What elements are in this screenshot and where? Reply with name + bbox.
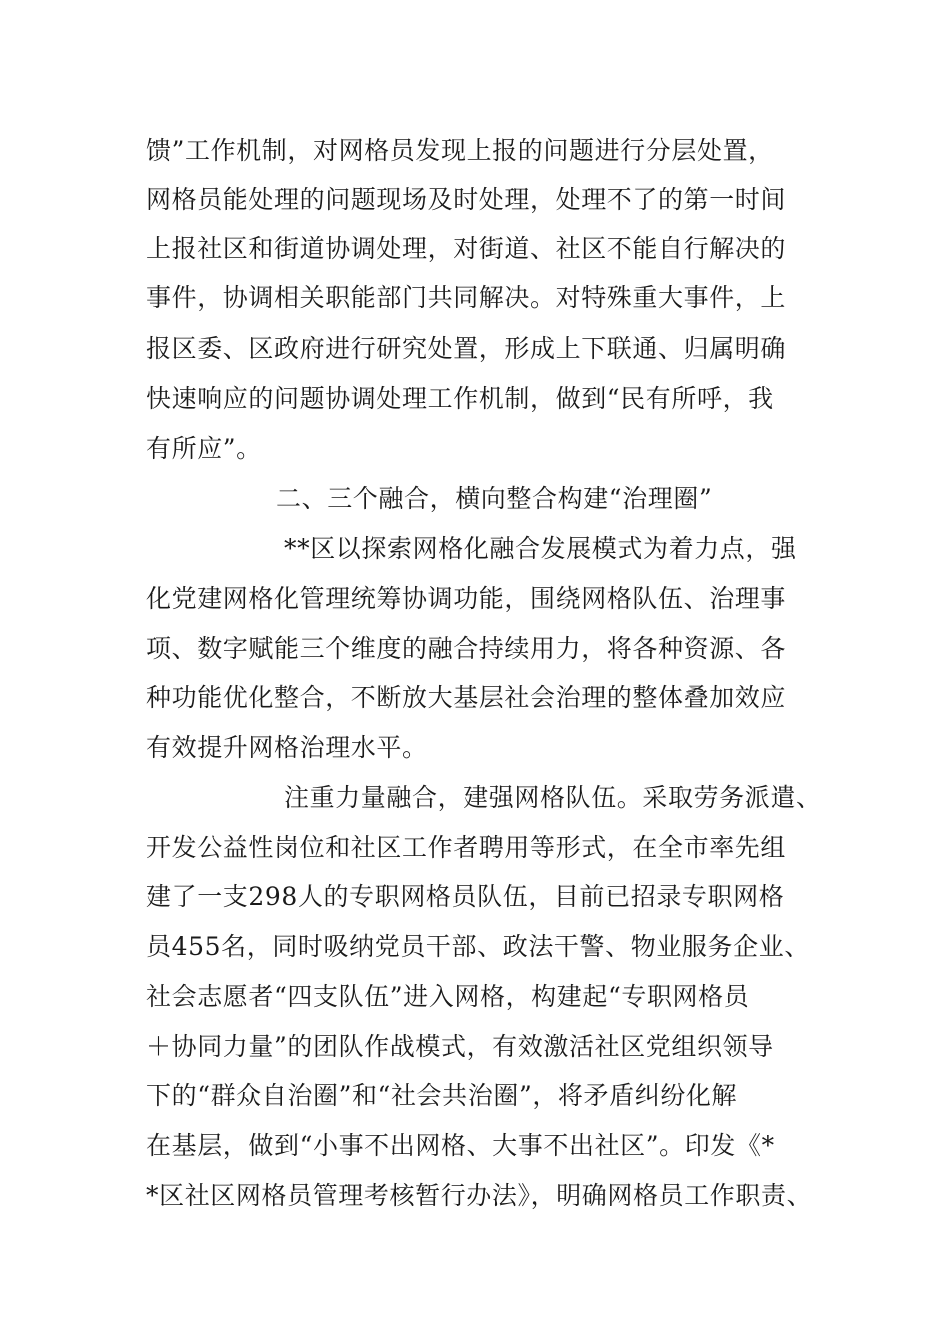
text-line: 员455名，同时吸纳党员干部、政法干警、物业服务企业、 bbox=[146, 932, 810, 961]
text-line: 种功能优化整合，不断放大基层社会治理的整体叠加效应 bbox=[146, 683, 787, 712]
paragraph-first-line: 注重力量融合，建强网格队伍。采取劳务派遣、 bbox=[284, 783, 822, 812]
text-line: ＋协同力量”的团队作战模式，有效激活社区党组织领导 bbox=[146, 1032, 774, 1061]
text-line: *区社区网格员管理考核暂行办法》，明确网格员工作职责、 bbox=[146, 1181, 813, 1210]
text-line: 有所应”。 bbox=[146, 434, 262, 463]
text-line: 建了一支298人的专职网格员队伍，目前已招录专职网格 bbox=[146, 882, 785, 911]
text-line: 事件，协调相关职能部门共同解决。对特殊重大事件，上 bbox=[146, 283, 787, 312]
text-line: 在基层，做到“小事不出网格、大事不出社区”。印发《* bbox=[146, 1131, 775, 1160]
text-line: 馈”工作机制，对网格员发现上报的问题进行分层处置， bbox=[146, 136, 774, 165]
paragraph-first-line: **区以探索网格化融合发展模式为着力点，强 bbox=[284, 534, 797, 563]
text-line: 项、数字赋能三个维度的融合持续用力，将各种资源、各 bbox=[146, 634, 787, 663]
text-line: 开发公益性岗位和社区工作者聘用等形式，在全市率先组 bbox=[146, 833, 787, 862]
text-line: 下的“群众自治圈”和“社会共治圈”，将矛盾纠纷化解 bbox=[146, 1081, 738, 1110]
text-line: 报区委、区政府进行研究处置，形成上下联通、归属明确 bbox=[146, 334, 787, 363]
text-line: 网格员能处理的问题现场及时处理，处理不了的第一时间 bbox=[146, 185, 787, 214]
text-line: 上报社区和街道协调处理，对街道、社区不能自行解决的 bbox=[146, 234, 787, 263]
section-heading: 二、三个融合，横向整合构建“治理圈” bbox=[276, 484, 713, 513]
text-line: 社会志愿者“四支队伍”进入网格，构建起“专职网格员 bbox=[146, 982, 750, 1011]
text-line: 有效提升网格治理水平。 bbox=[146, 733, 428, 762]
text-line: 快速响应的问题协调处理工作机制，做到“民有所呼，我 bbox=[146, 384, 774, 413]
text-line: 化党建网格化管理统筹协调功能，围绕网格队伍、治理事 bbox=[146, 584, 787, 613]
